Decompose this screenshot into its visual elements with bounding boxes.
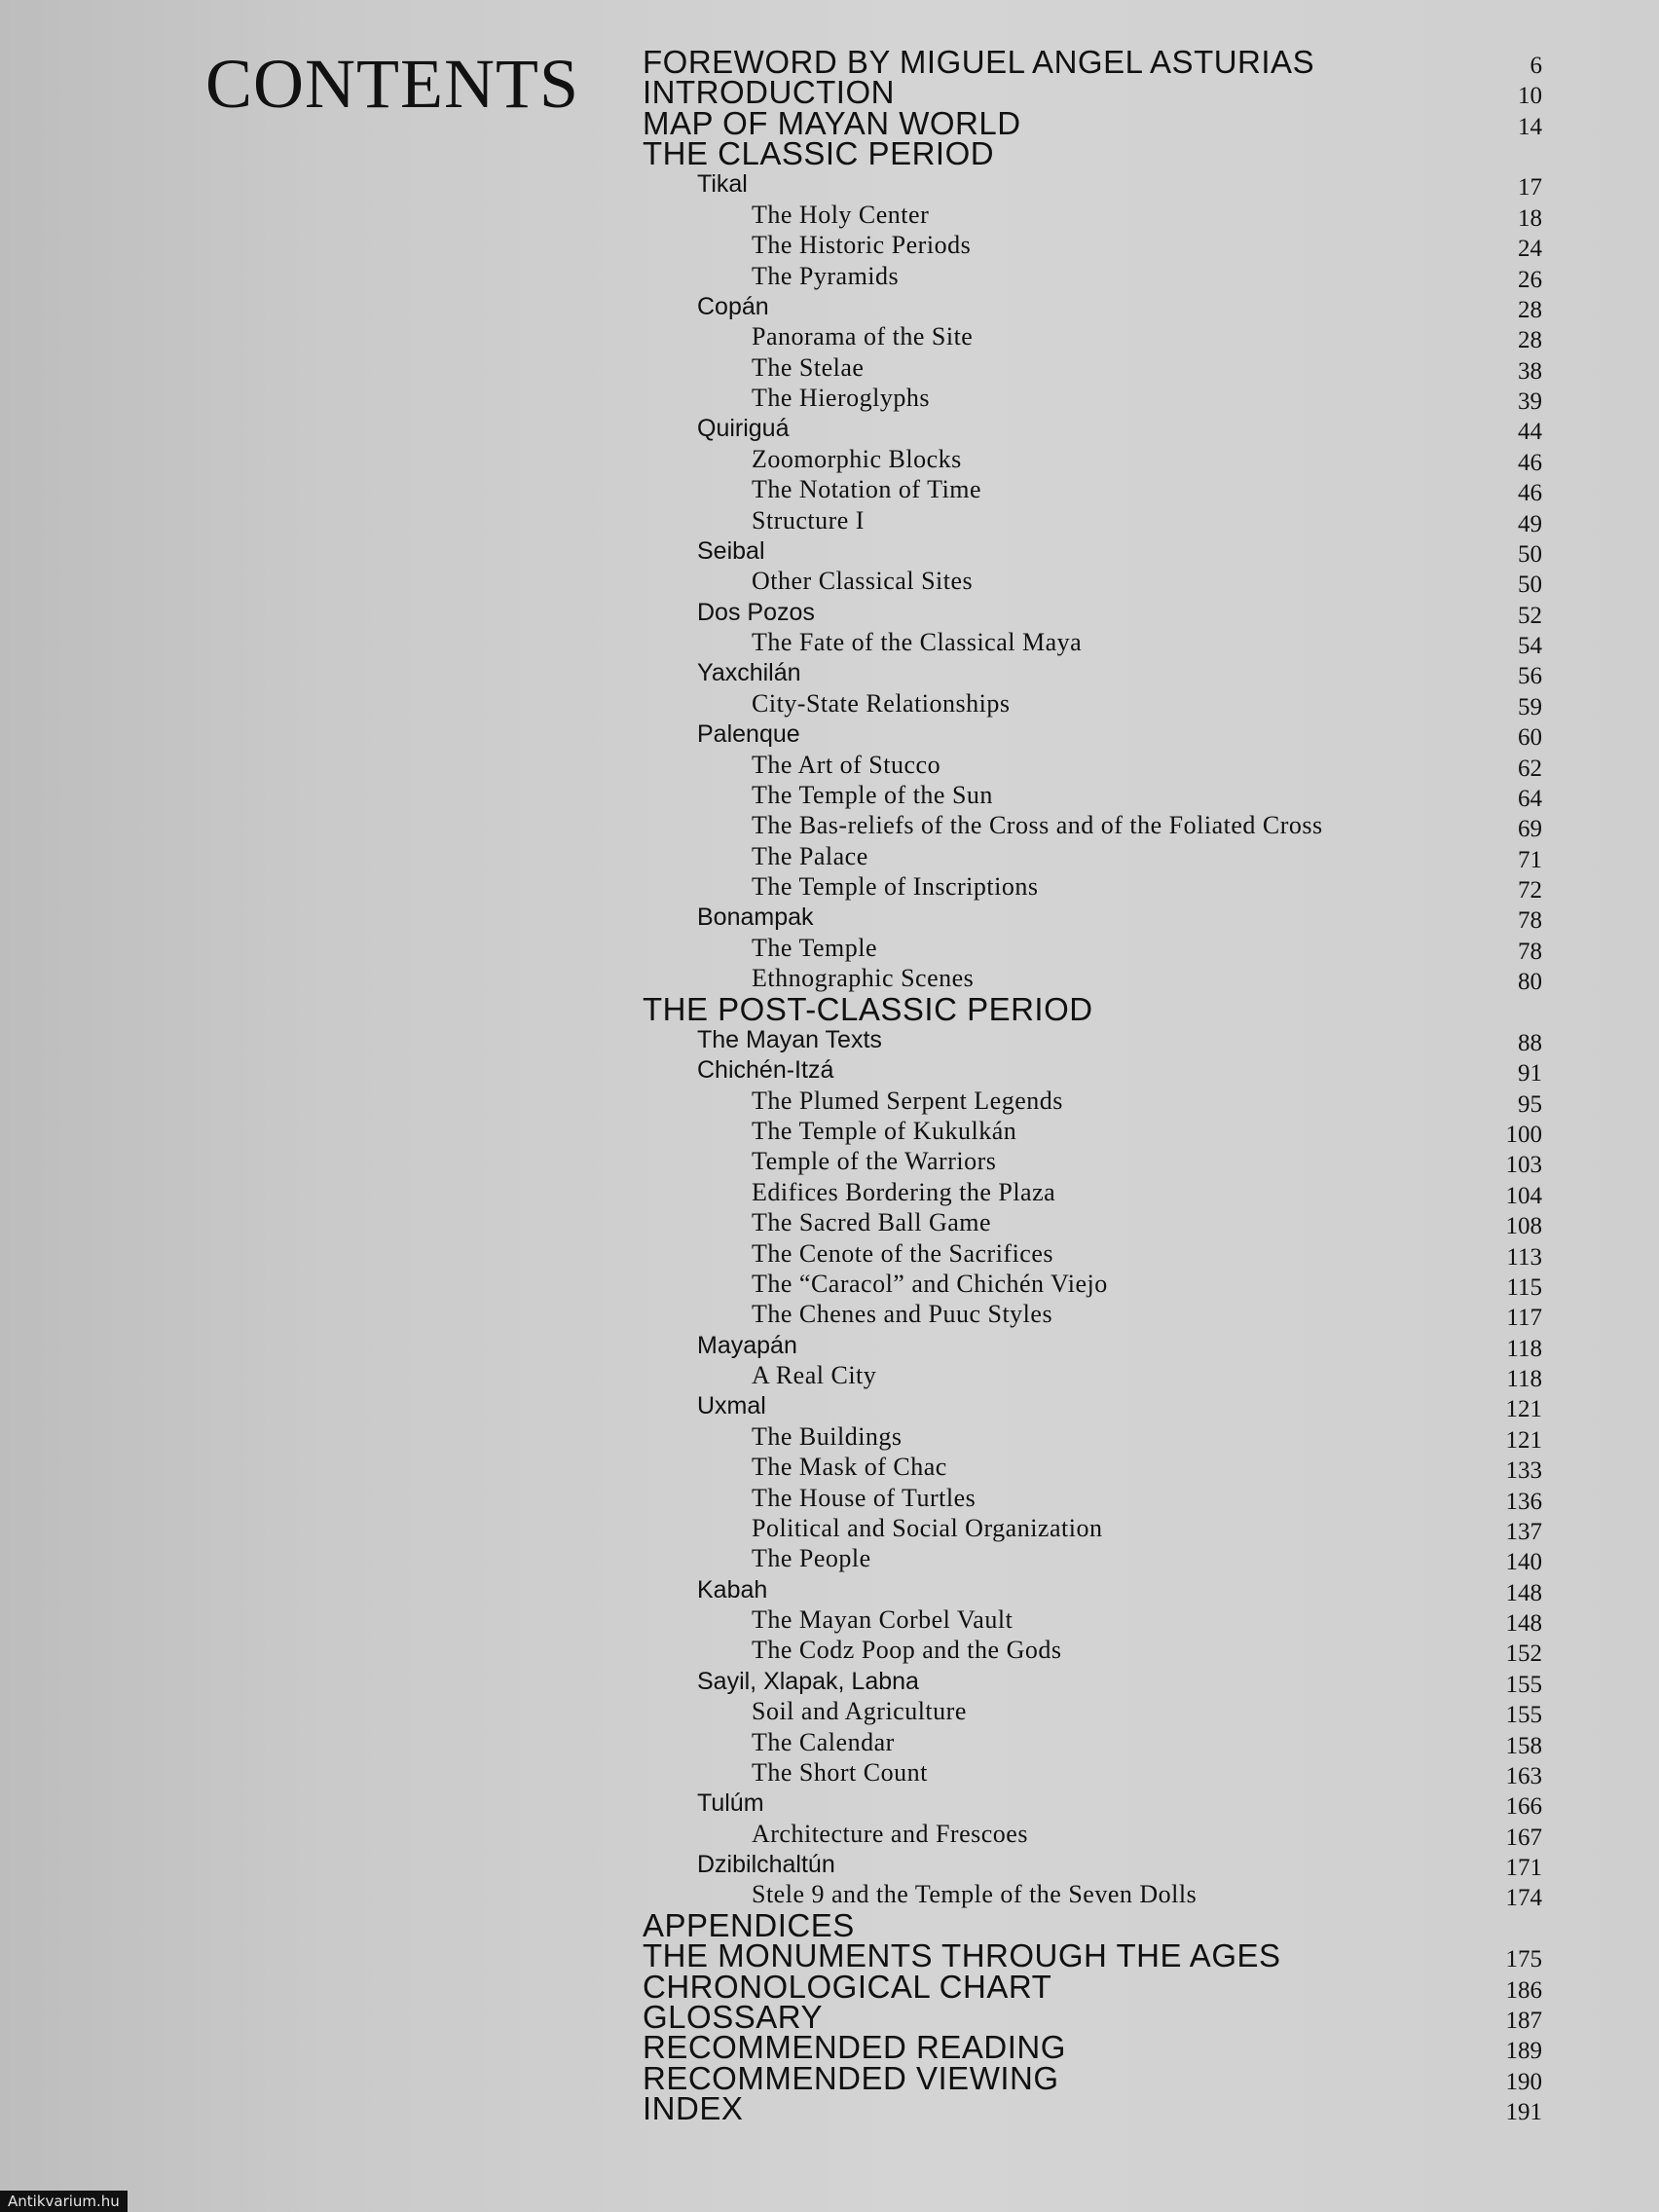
entry-title: The Sacred Ball Game — [752, 1208, 992, 1236]
entry-title: Temple of the Warriors — [752, 1147, 997, 1175]
toc-chapter-entry — [0, 166, 1659, 202]
entry-title: Panorama of the Site — [752, 322, 974, 350]
entry-page-number: 6 — [1530, 53, 1542, 79]
entry-title: The “Caracol” and Chichén Viejo — [752, 1270, 1108, 1298]
entry-title: Yaxchilán — [697, 659, 801, 686]
entry-title: The Buildings — [752, 1422, 903, 1451]
entry-page-number: 163 — [1505, 1763, 1542, 1789]
entry-page-number: 121 — [1505, 1396, 1542, 1422]
entry-page-number: 18 — [1518, 205, 1542, 232]
entry-title: The Mayan Texts — [697, 1026, 882, 1053]
entry-title: The Mask of Chac — [752, 1453, 947, 1481]
toc-subsection-entry — [0, 808, 1659, 843]
entry-title: Other Classical Sites — [752, 567, 974, 595]
entry-page-number: 190 — [1505, 2069, 1542, 2095]
entry-page-number: 174 — [1505, 1885, 1542, 1911]
toc-subsection-entry — [0, 228, 1659, 263]
entry-page-number: 88 — [1518, 1030, 1542, 1056]
entry-title: The Temple of the Sun — [752, 781, 993, 809]
entry-page-number: 189 — [1505, 2038, 1542, 2064]
toc-chapter-entry — [0, 1052, 1659, 1088]
entry-title: Edifices Bordering the Plaza — [752, 1178, 1056, 1206]
toc-chapter-entry — [0, 1786, 1659, 1821]
toc-section-entry — [0, 2091, 1659, 2126]
entry-title: FOREWORD BY MIGUEL ANGEL ASTURIAS — [643, 44, 1315, 80]
entry-page-number: 14 — [1518, 114, 1542, 140]
entry-title: The Bas-reliefs of the Cross and of the Foliated Cross — [752, 811, 1323, 839]
entry-title: The Hieroglyphs — [752, 384, 930, 412]
entry-title: Tikal — [697, 170, 748, 198]
entry-title: The Calendar — [752, 1728, 895, 1756]
entry-title: Dos Pozos — [697, 599, 815, 626]
contents-heading: CONTENTS — [205, 45, 579, 123]
entry-page-number: 148 — [1505, 1610, 1542, 1637]
toc-subsection-entry — [0, 1450, 1659, 1485]
toc-chapter-entry — [0, 900, 1659, 935]
entry-title: Kabah — [697, 1576, 768, 1604]
toc-chapter-entry — [0, 655, 1659, 690]
entry-page-number: 44 — [1518, 419, 1542, 445]
entry-title: A Real City — [752, 1361, 877, 1389]
entry-page-number: 80 — [1518, 969, 1542, 995]
toc-subsection-entry — [0, 1633, 1659, 1668]
entry-title: INDEX — [643, 2090, 744, 2126]
entry-title: The Stelae — [752, 353, 865, 382]
entry-title: INTRODUCTION — [643, 74, 895, 110]
entry-page-number: 115 — [1506, 1274, 1542, 1301]
entry-title: The Codz Poop and the Gods — [752, 1636, 1062, 1664]
entry-page-number: 46 — [1518, 450, 1542, 476]
entry-title: Mayapán — [697, 1332, 797, 1359]
entry-page-number: 152 — [1505, 1641, 1542, 1667]
entry-page-number: 28 — [1518, 297, 1542, 323]
entry-title: Ethnographic Scenes — [752, 964, 975, 992]
entry-title: The Temple — [752, 934, 878, 962]
entry-page-number: 187 — [1505, 2008, 1542, 2034]
entry-page-number: 158 — [1505, 1733, 1542, 1759]
entry-title: The Plumed Serpent Legends — [752, 1087, 1063, 1115]
entry-title: City-State Relationships — [752, 689, 1011, 718]
entry-page-number: 171 — [1505, 1855, 1542, 1881]
entry-page-number: 167 — [1505, 1825, 1542, 1851]
entry-page-number: 118 — [1506, 1336, 1542, 1362]
entry-title: GLOSSARY — [643, 1999, 823, 2035]
entry-page-number: 104 — [1505, 1183, 1542, 1209]
entry-page-number: 166 — [1505, 1793, 1542, 1820]
entry-title: The Mayan Corbel Vault — [752, 1605, 1014, 1634]
entry-page-number: 26 — [1518, 267, 1542, 293]
entry-title: Sayil, Xlapak, Labna — [697, 1668, 919, 1695]
entry-page-number: 60 — [1518, 724, 1542, 751]
toc-subsection-entry — [0, 1144, 1659, 1179]
entry-page-number: 78 — [1518, 907, 1542, 934]
entry-page-number: 56 — [1518, 663, 1542, 689]
entry-title: Soil and Agriculture — [752, 1697, 967, 1725]
entry-title: The Holy Center — [752, 201, 930, 229]
entry-page-number: 28 — [1518, 327, 1542, 353]
entry-title: Architecture and Frescoes — [752, 1820, 1028, 1848]
entry-page-number: 133 — [1505, 1457, 1542, 1484]
entry-title: Quiriguá — [697, 415, 790, 442]
entry-page-number: 121 — [1505, 1427, 1542, 1454]
entry-page-number: 95 — [1518, 1091, 1542, 1118]
entry-title: Tulúm — [697, 1789, 764, 1817]
entry-page-number: 64 — [1518, 786, 1542, 812]
entry-page-number: 38 — [1518, 358, 1542, 385]
entry-page-number: 46 — [1518, 480, 1542, 506]
entry-page-number: 10 — [1518, 83, 1542, 109]
entry-title: The Notation of Time — [752, 475, 982, 503]
entry-title: RECOMMENDED VIEWING — [643, 2060, 1059, 2096]
entry-page-number: 103 — [1505, 1152, 1542, 1178]
entry-page-number: 69 — [1518, 816, 1542, 842]
entry-title: The House of Turtles — [752, 1484, 977, 1512]
entry-title: THE CLASSIC PERIOD — [643, 135, 995, 171]
entry-page-number: 39 — [1518, 388, 1542, 415]
entry-page-number: 50 — [1518, 541, 1542, 568]
entry-page-number: 191 — [1505, 2099, 1542, 2125]
entry-title: Stele 9 and the Temple of the Seven Dolls — [752, 1880, 1198, 1908]
entry-title: MAP OF MAYAN WORLD — [643, 105, 1021, 141]
toc-subsection-entry — [0, 1541, 1659, 1576]
entry-page-number: 113 — [1506, 1244, 1542, 1271]
entry-title: The People — [752, 1544, 871, 1572]
toc-subsection-entry — [0, 1205, 1659, 1240]
entry-title: The Fate of the Classical Maya — [752, 628, 1083, 656]
entry-title: The Temple of Kukulkán — [752, 1117, 1017, 1145]
toc-chapter-entry — [0, 411, 1659, 446]
toc-chapter-entry — [0, 1388, 1659, 1423]
entry-title: Copán — [697, 293, 769, 320]
entry-title: Dzibilchaltún — [697, 1851, 835, 1878]
entry-page-number: 72 — [1518, 877, 1542, 903]
entry-page-number: 54 — [1518, 633, 1542, 659]
entry-title: The Art of Stucco — [752, 751, 941, 779]
entry-title: CHRONOLOGICAL CHART — [643, 1969, 1052, 2005]
toc-subsection-entry — [0, 1694, 1659, 1729]
entry-page-number: 186 — [1505, 1977, 1542, 2004]
entry-title: Uxmal — [697, 1392, 766, 1419]
entry-page-number: 62 — [1518, 756, 1542, 782]
entry-page-number: 117 — [1506, 1305, 1542, 1331]
entry-title: The Pyramids — [752, 262, 900, 290]
entry-page-number: 108 — [1505, 1213, 1542, 1239]
entry-title: The Temple of Inscriptions — [752, 872, 1039, 901]
toc-subsection-entry — [0, 564, 1659, 599]
entry-title: Bonampak — [697, 903, 814, 931]
entry-page-number: 118 — [1506, 1366, 1542, 1392]
entry-title: The Palace — [752, 842, 868, 870]
entry-title: Palenque — [697, 720, 800, 748]
entry-page-number: 78 — [1518, 939, 1542, 965]
entry-page-number: 136 — [1505, 1489, 1542, 1515]
entry-title: The Chenes and Puuc Styles — [752, 1300, 1053, 1328]
entry-title: Structure I — [752, 506, 865, 535]
entry-page-number: 17 — [1518, 174, 1542, 201]
entry-page-number: 100 — [1505, 1122, 1542, 1148]
entry-page-number: 148 — [1505, 1580, 1542, 1606]
entry-title: APPENDICES — [643, 1907, 855, 1943]
entry-title: THE MONUMENTS THROUGH THE AGES — [643, 1937, 1281, 1973]
entry-page-number: 49 — [1518, 511, 1542, 537]
entry-page-number: 52 — [1518, 603, 1542, 629]
entry-page-number: 24 — [1518, 236, 1542, 262]
entry-page-number: 175 — [1505, 1946, 1542, 1972]
entry-title: Zoomorphic Blocks — [752, 445, 962, 473]
entry-page-number: 155 — [1505, 1672, 1542, 1698]
toc-chapter-entry — [0, 717, 1659, 752]
watermark: Antikvarium.hu — [0, 2191, 128, 2212]
entry-page-number: 155 — [1505, 1702, 1542, 1728]
entry-page-number: 91 — [1518, 1060, 1542, 1087]
entry-page-number: 50 — [1518, 571, 1542, 598]
entry-title: The Historic Periods — [752, 231, 972, 259]
entry-title: Political and Social Organization — [752, 1514, 1103, 1542]
entry-page-number: 71 — [1518, 847, 1542, 873]
entry-title: The Cenote of the Sacrifices — [752, 1239, 1053, 1268]
toc-subsection-entry — [0, 1297, 1659, 1332]
entry-title: RECOMMENDED READING — [643, 2029, 1066, 2065]
entry-title: Seibal — [697, 537, 765, 565]
entry-page-number: 140 — [1505, 1549, 1542, 1575]
toc-subsection-entry — [0, 472, 1659, 507]
entry-page-number: 137 — [1505, 1519, 1542, 1545]
entry-title: THE POST-CLASSIC PERIOD — [643, 991, 1093, 1027]
entry-page-number: 59 — [1518, 694, 1542, 720]
entry-title: Chichén-Itzá — [697, 1056, 834, 1084]
entry-title: The Short Count — [752, 1758, 928, 1787]
toc-subsection-entry — [0, 319, 1659, 354]
